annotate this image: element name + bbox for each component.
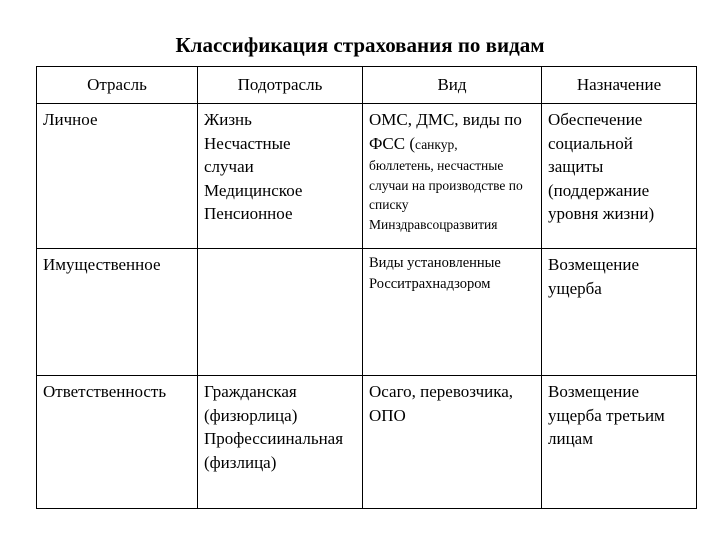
- type-cell: [363, 249, 542, 376]
- purpose-cell: Возмещение ущерба третьим лицам: [542, 376, 697, 509]
- header-type: Вид: [363, 67, 542, 104]
- purpose-cell: Возмещение ущерба: [542, 249, 697, 376]
- type-main-text: ОМС, ДМС, виды по ФСС (: [369, 110, 522, 153]
- subbranch-item: Пенсионное: [204, 204, 293, 223]
- subbranch-cell: [198, 376, 363, 509]
- header-branch: Отрасль: [37, 67, 198, 104]
- table-header-row: [37, 67, 697, 104]
- subbranch-item: Гражданская (физюрлица): [204, 382, 298, 425]
- type-small-text: бюллетень, несчастные случаи на производстве по списку Минздравсоцразвития: [369, 158, 523, 232]
- type-text: Виды установленные Росситрахнадзором: [369, 255, 501, 292]
- page-title: Классификация страхования по видам: [175, 33, 545, 57]
- subbranch-cell: [198, 249, 363, 376]
- subbranch-cell: [198, 104, 363, 249]
- subbranch-item: Профессиинальная (физлица): [204, 429, 344, 472]
- type-cell: Осаго, перевозчика, ОПО: [363, 376, 542, 509]
- subbranch-item: Медицинское: [204, 180, 303, 200]
- header-subbranch: Подотрасль: [198, 67, 363, 104]
- branch-cell: Ответственность: [37, 376, 198, 509]
- type-small-inline: санкур,: [415, 136, 458, 152]
- subbranch-item: Несчастные случаи: [204, 133, 291, 176]
- branch-cell: Личное: [37, 104, 198, 249]
- subbranch-item: Жизнь: [204, 110, 252, 129]
- classification-table: [36, 66, 697, 509]
- branch-cell: Имущественное: [37, 249, 198, 376]
- table-row: [37, 104, 697, 249]
- header-purpose: Назначение: [542, 67, 697, 104]
- type-cell: [363, 104, 542, 249]
- purpose-cell: Обеспечение социальной защиты (поддержание уровня жизни): [542, 104, 697, 249]
- table-row: [37, 249, 697, 376]
- table-row: [37, 376, 697, 509]
